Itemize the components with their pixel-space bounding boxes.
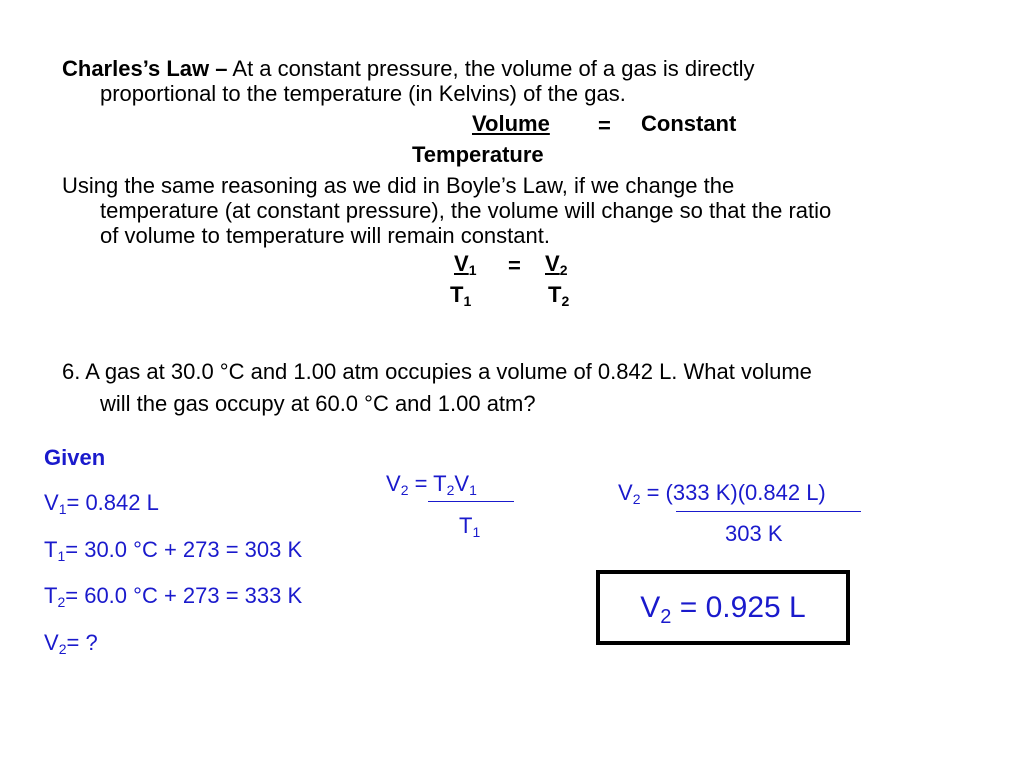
solve-equation: $V_2 = T_2V_1$ xyxy=(386,471,477,498)
given-v1: $V_1= 0.842$ L xyxy=(44,490,159,517)
problem-line1: 6. A gas at 30.0 °C and 1.00 atm occupies a volume of 0.842 L. What volume xyxy=(62,359,812,384)
charles-law-line1 xyxy=(62,56,755,82)
reasoning-line1: Using the same reasoning as we did in Boyle’s Law, if we change the xyxy=(62,173,735,198)
substitute-denominator: 303 K xyxy=(725,521,783,546)
solve-denominator: $T_1$ xyxy=(459,513,481,540)
given-t2: $T_2= 60.0$ °C + 273 = 333 K xyxy=(44,583,303,610)
solve-fraction-bar xyxy=(428,501,514,502)
given-t1: $T_1= 30.0$ °C + 273 = 303 K xyxy=(44,537,303,564)
formula-t2: $T_2$ xyxy=(548,282,570,309)
substitute-fraction-bar xyxy=(676,511,861,512)
formula-t1: $T_1$ xyxy=(450,282,472,309)
charles-law-definition: At a constant pressure, the volume of a gas is directly xyxy=(232,56,755,81)
formula-v1: $V_1$ xyxy=(454,251,477,278)
given-v2: $V_2=$ ? xyxy=(44,630,98,657)
answer-box xyxy=(596,570,850,645)
ratio-constant: Constant xyxy=(641,111,737,136)
charles-law-term: Charles’s Law – xyxy=(62,56,228,81)
substitute-numerator: $V_2 = (333$ K)(0.842 L) xyxy=(618,480,826,507)
given-heading: Given xyxy=(44,445,106,470)
ratio-equals: = xyxy=(598,113,611,138)
answer-text: $V_2 = 0.925$ L xyxy=(640,590,806,628)
ratio-denominator: Temperature xyxy=(412,142,544,167)
reasoning-line3: of volume to temperature will remain constant. xyxy=(100,223,550,248)
charles-law-line2: proportional to the temperature (in Kelvins) of the gas. xyxy=(100,81,626,106)
problem-line2: will the gas occupy at 60.0 °C and 1.00 atm? xyxy=(100,391,536,416)
formula-v2: $V_2$ xyxy=(545,251,568,278)
reasoning-line2: temperature (at constant pressure), the volume will change so that the ratio xyxy=(100,198,832,223)
formula-equals: = xyxy=(508,253,521,278)
ratio-numerator: Volume xyxy=(472,111,550,136)
